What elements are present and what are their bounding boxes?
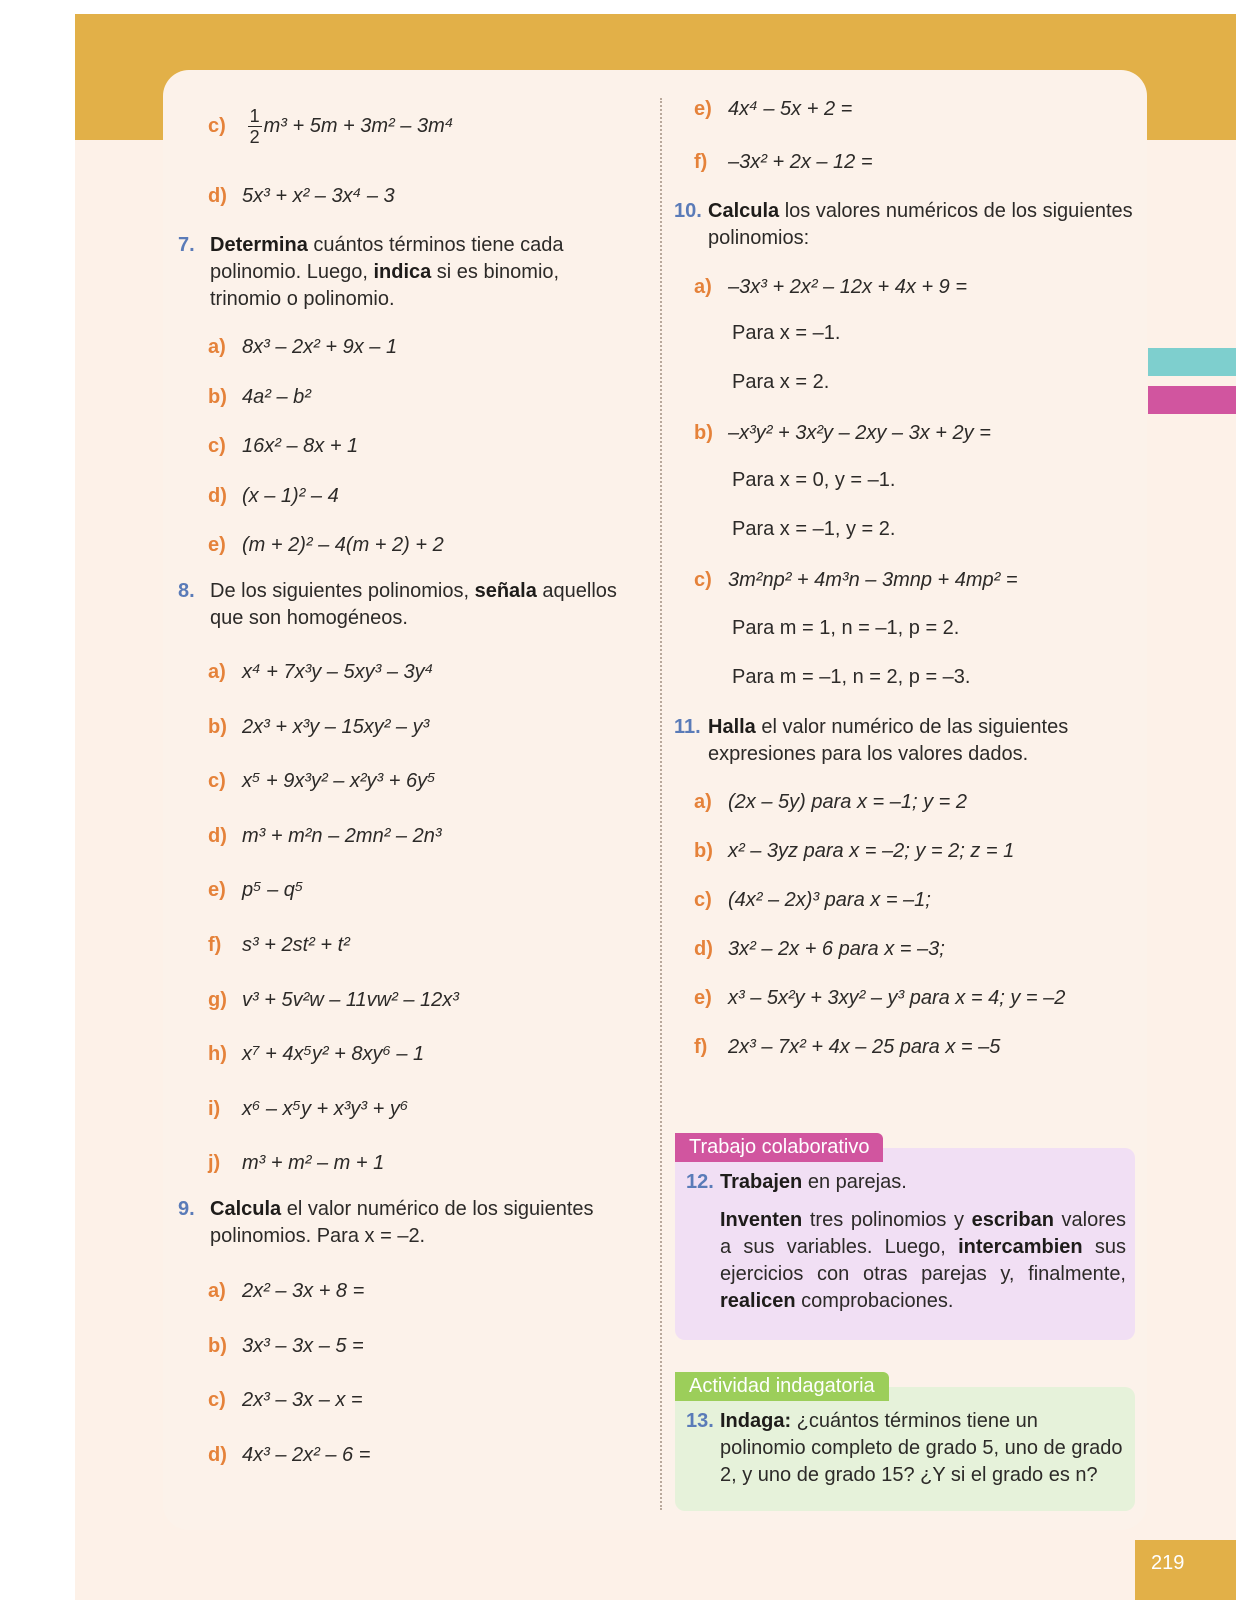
item-letter: g) bbox=[208, 988, 227, 1011]
item-letter: a) bbox=[694, 791, 712, 813]
item-letter: f) bbox=[694, 1036, 708, 1058]
list-item bbox=[694, 985, 1065, 1011]
list-item bbox=[208, 768, 436, 794]
item-expression: x⁴ + 7x³y – 5xy³ – 3y⁴ bbox=[242, 661, 434, 683]
inquiry-tab: Actividad indagatoria bbox=[675, 1372, 889, 1401]
side-tab-cyan bbox=[1148, 348, 1236, 376]
item-letter: e) bbox=[694, 987, 712, 1009]
question-8: 8. De los siguientes polinomios, señala aquellos que son homogéneos. bbox=[178, 580, 617, 629]
item-expression: x⁶ – x⁵y + x³y³ + y⁶ bbox=[242, 1097, 409, 1120]
list-item bbox=[694, 887, 931, 913]
condition: Para x = –1. bbox=[732, 322, 841, 344]
condition: Para m = –1, n = 2, p = –3. bbox=[732, 666, 971, 688]
condition: Para x = 0, y = –1. bbox=[732, 469, 896, 491]
list-item bbox=[208, 334, 397, 360]
item-letter: b) bbox=[208, 1334, 227, 1357]
item-letter: c) bbox=[694, 889, 712, 911]
list-item bbox=[694, 936, 945, 962]
item-letter: a) bbox=[208, 336, 226, 358]
item-letter: d) bbox=[208, 824, 227, 847]
question-10: 10. Calcula los valores numéricos de los siguientes polinomios: bbox=[674, 200, 1133, 249]
item-letter: c) bbox=[208, 435, 226, 457]
question-9: 9. Calcula el valor numérico de los siguientes polinomios. Para x = –2. bbox=[178, 1198, 594, 1247]
list-item bbox=[208, 659, 433, 685]
question-7: 7. Determina cuántos términos tiene cada polinomio. Luego, indica si es binomio, trinomio o polinomio. bbox=[178, 234, 564, 310]
item-letter: h) bbox=[208, 1043, 227, 1066]
question-13: 13. Indaga: ¿cuántos términos tiene un polinomio completo de grado 5, uno de grado 2, y uno de grado 15? ¿Y si el grado es n? bbox=[686, 1410, 1123, 1486]
item-letter: a) bbox=[208, 1280, 226, 1302]
condition: Para m = 1, n = –1, p = 2. bbox=[732, 617, 960, 639]
collaborative-tab: Trabajo colaborativo bbox=[675, 1133, 883, 1162]
fraction: $\frac{1}{2}$ bbox=[249, 106, 260, 147]
list-item bbox=[208, 433, 358, 459]
item-expression: 3x² – 2x + 6 para x = –3; bbox=[728, 938, 945, 960]
condition: Para x = –1, y = 2. bbox=[732, 518, 896, 540]
condition: Para x = 2. bbox=[732, 371, 830, 393]
list-item bbox=[208, 1387, 363, 1413]
page-number: 219 bbox=[1135, 1540, 1236, 1600]
list-item bbox=[208, 1333, 364, 1359]
item-letter: d) bbox=[208, 484, 227, 507]
list-item bbox=[208, 483, 339, 509]
list-item bbox=[208, 714, 429, 740]
list-item bbox=[694, 1034, 1000, 1060]
exercise-f-top: f) –3x² + 2x – 12 = bbox=[694, 151, 873, 173]
list-item bbox=[694, 789, 967, 815]
item-expression: 4x³ – 2x² – 6 = bbox=[242, 1443, 371, 1466]
item-expression: 2x² – 3x + 8 = bbox=[242, 1280, 365, 1302]
list-item bbox=[208, 823, 442, 849]
item-expression: (m + 2)² – 4(m + 2) + 2 bbox=[242, 534, 444, 556]
item-expression: s³ + 2st² + t² bbox=[242, 934, 350, 956]
exercise-e-top: e) 4x⁴ – 5x + 2 = bbox=[694, 98, 853, 120]
exercise-10b: b) –x³y² + 3x²y – 2xy – 3x + 2y = bbox=[694, 422, 991, 444]
item-letter: c) bbox=[208, 1389, 226, 1411]
question-12: 12. Trabajen en parejas. bbox=[686, 1171, 907, 1193]
item-letter: e) bbox=[208, 879, 226, 902]
item-letter: f) bbox=[208, 934, 222, 956]
item-expression: 2x³ – 3x – x = bbox=[242, 1389, 363, 1411]
item-expression: m³ + m² – m + 1 bbox=[242, 1152, 385, 1175]
column-divider bbox=[660, 98, 662, 1510]
collaborative-instructions: Inventen tres polinomios y escriban valores a sus variables. Luego, intercambien sus ejercicios con otras parejas y, finalmente, realicen comprobaciones. bbox=[720, 1209, 1127, 1312]
item-letter: e) bbox=[208, 534, 226, 556]
list-item bbox=[208, 1150, 384, 1176]
list-item bbox=[208, 987, 459, 1013]
item-letter: a) bbox=[208, 661, 226, 683]
item-letter: j) bbox=[208, 1152, 221, 1175]
item-letter: b) bbox=[208, 385, 227, 408]
list-item bbox=[208, 384, 311, 410]
item-expression: p⁵ – q⁵ bbox=[242, 879, 304, 902]
item-expression: (2x – 5y) para x = –1; y = 2 bbox=[728, 791, 968, 813]
item-expression: 3x³ – 3x – 5 = bbox=[242, 1334, 364, 1357]
item-expression: x² – 3yz para x = –2; y = 2; z = 1 bbox=[728, 840, 1015, 862]
item-expression: v³ + 5v²w – 11vw² – 12x³ bbox=[242, 988, 459, 1011]
item-expression: x⁷ + 4x⁵y² + 8xy⁶ – 1 bbox=[242, 1043, 425, 1066]
item-expression: 2x³ – 7x² + 4x – 25 para x = –5 bbox=[728, 1036, 1001, 1058]
side-tab-pink bbox=[1148, 386, 1236, 414]
list-item bbox=[694, 838, 1014, 864]
list-item bbox=[208, 932, 350, 958]
item-expression: x⁵ + 9x³y² – x²y³ + 6y⁵ bbox=[242, 770, 436, 793]
exercise-c-top: c) $\frac{1}{2}$ m³ + 5m + 3m² – 3m⁴ bbox=[208, 106, 454, 147]
question-11: 11. Halla el valor numérico de las siguientes expresiones para los valores dados. bbox=[674, 716, 1069, 765]
item-expression: (x – 1)² – 4 bbox=[242, 484, 339, 507]
item-expression: x³ – 5x²y + 3xy² – y³ para x = 4; y = –2 bbox=[728, 987, 1066, 1009]
list-item bbox=[208, 1278, 364, 1304]
item-expression: 16x² – 8x + 1 bbox=[242, 435, 359, 457]
item-letter: b) bbox=[694, 840, 713, 862]
item-expression: 2x³ + x³y – 15xy² – y³ bbox=[242, 715, 430, 738]
list-item bbox=[208, 877, 303, 903]
list-item bbox=[208, 1096, 408, 1122]
item-letter: i) bbox=[208, 1097, 221, 1120]
item-letter: d) bbox=[208, 1443, 227, 1466]
list-item bbox=[208, 1442, 370, 1468]
exercise-10c: c) 3m²np² + 4m³n – 3mnp + 4mp² = bbox=[694, 569, 1018, 591]
item-letter: c) bbox=[208, 770, 226, 793]
item-letter: d) bbox=[694, 938, 713, 960]
item-expression: (4x² – 2x)³ para x = –1; bbox=[728, 889, 931, 911]
list-item bbox=[208, 1041, 424, 1067]
item-letter: b) bbox=[208, 715, 227, 738]
item-expression: 8x³ – 2x² + 9x – 1 bbox=[242, 336, 398, 358]
item-expression: 4a² – b² bbox=[242, 385, 311, 408]
exercise-10a: a) –3x³ + 2x² – 12x + 4x + 9 = bbox=[694, 276, 968, 298]
list-item bbox=[208, 532, 444, 558]
exercise-d-top: d) 5x³ + x² – 3x⁴ – 3 bbox=[208, 185, 395, 207]
item-expression: m³ + m²n – 2mn² – 2n³ bbox=[242, 824, 442, 847]
